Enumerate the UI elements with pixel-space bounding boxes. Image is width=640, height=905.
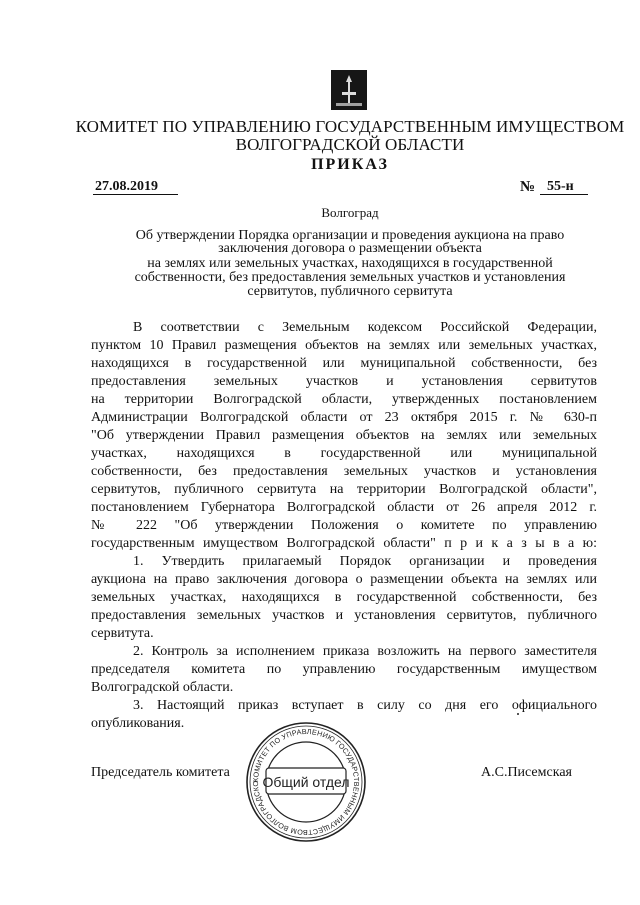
body-line: находящихся в государственной или муниципальной собственности, без bbox=[91, 356, 597, 371]
signer-name: А.С.Писемская bbox=[481, 765, 572, 780]
title-line: собственности, без предоставления земельных участков и установления bbox=[134, 270, 566, 285]
body-line: № 222 "Об утверждении Положения о комитете по управлению bbox=[91, 518, 597, 533]
body-line: В соответствии с Земельным кодексом Российской Федерации, bbox=[133, 320, 597, 335]
body-line: участках, находящихся в государственной или муниципальной bbox=[91, 446, 597, 461]
general-department-stamp bbox=[243, 721, 369, 843]
body-line: 2. Контроль за исполнением приказа возложить на первого заместителя bbox=[133, 644, 597, 659]
document-date: 27.08.2019 bbox=[95, 179, 158, 194]
organization-name-line1: КОМИТЕТ ПО УПРАВЛЕНИЮ ГОСУДАРСТВЕННЫМ ИМУЩЕСТВОМ bbox=[75, 117, 625, 136]
title-line: Об утверждении Порядка организации и проведения аукциона на право bbox=[135, 228, 565, 243]
body-line: пунктом 10 Правил размещения объектов на землях или земельных участках, bbox=[91, 338, 597, 353]
title-line: на землях или земельных участках, находящихся в государственной bbox=[147, 256, 553, 271]
body-line: председателя комитета по управлению государственным имуществом bbox=[91, 662, 597, 677]
body-line: 1. Утвердить прилагаемый Порядок организации и проведения bbox=[133, 554, 597, 569]
volgograd-emblem bbox=[331, 70, 367, 110]
body-line: сервитутов, публичного сервитута на территории Волгоградской области", bbox=[91, 482, 597, 497]
title-line: сервитутов, публичного сервитута bbox=[247, 284, 453, 299]
body-line: Администрации Волгоградской области от 23 октября 2015 г. № 630-п bbox=[91, 410, 597, 425]
svg-text:КОМИТЕТ ПО УПРАВЛЕНИЮ ГОСУДАРС: КОМИТЕТ ПО УПРАВЛЕНИЮ ГОСУДАРСТВЕННЫМ ИМУЩЕСТВОМ ВОЛГОГРАДСКО bbox=[250, 726, 362, 838]
body-line: предоставления земельных участков и установления сервитутов bbox=[91, 374, 597, 389]
city: Волгоград bbox=[321, 205, 379, 220]
body-line: предоставления земельных участков и установления сервитутов, публичного bbox=[91, 608, 597, 623]
body-line: опубликования. bbox=[91, 716, 185, 731]
body-line: земельных участках, находящихся в государственной собственности, без bbox=[91, 590, 597, 605]
date-underline bbox=[93, 194, 178, 195]
document-type: ПРИКАЗ bbox=[311, 156, 389, 173]
document-number: 55-н bbox=[547, 179, 574, 194]
number-label: № bbox=[520, 179, 536, 195]
body-line: собственности, без предоставления земельных участков и установления bbox=[91, 464, 597, 479]
organization-name-line2: ВОЛГОГРАДСКОЙ ОБЛАСТИ bbox=[235, 135, 465, 154]
body-line: "Об утверждении Правил размещения объектов на землях или земельных bbox=[91, 428, 597, 443]
svg-text:Общий отдел: Общий отдел bbox=[262, 774, 350, 790]
body-line: государственным имуществом Волгоградской области" п р и к а з ы в а ю: bbox=[91, 536, 597, 551]
body-line: аукциона на право заключения договора о размещении объекта на землях или bbox=[91, 572, 597, 587]
number-underline bbox=[540, 194, 588, 195]
body-line: 3. Настоящий приказ вступает в силу со дня его официального bbox=[133, 698, 597, 713]
body-line: Волгоградской области. bbox=[91, 680, 234, 695]
scan-speck bbox=[517, 713, 519, 715]
body-line: на территории Волгоградской области, утвержденных постановлением bbox=[91, 392, 597, 407]
body-line: сервитута. bbox=[91, 626, 154, 641]
order-body bbox=[91, 318, 597, 731]
body-line: постановлением Губернатора Волгоградской области от 26 апреля 2012 г. bbox=[91, 500, 597, 515]
signer-position: Председатель комитета bbox=[91, 765, 230, 780]
title-line: заключения договора о размещении объекта bbox=[218, 241, 482, 256]
